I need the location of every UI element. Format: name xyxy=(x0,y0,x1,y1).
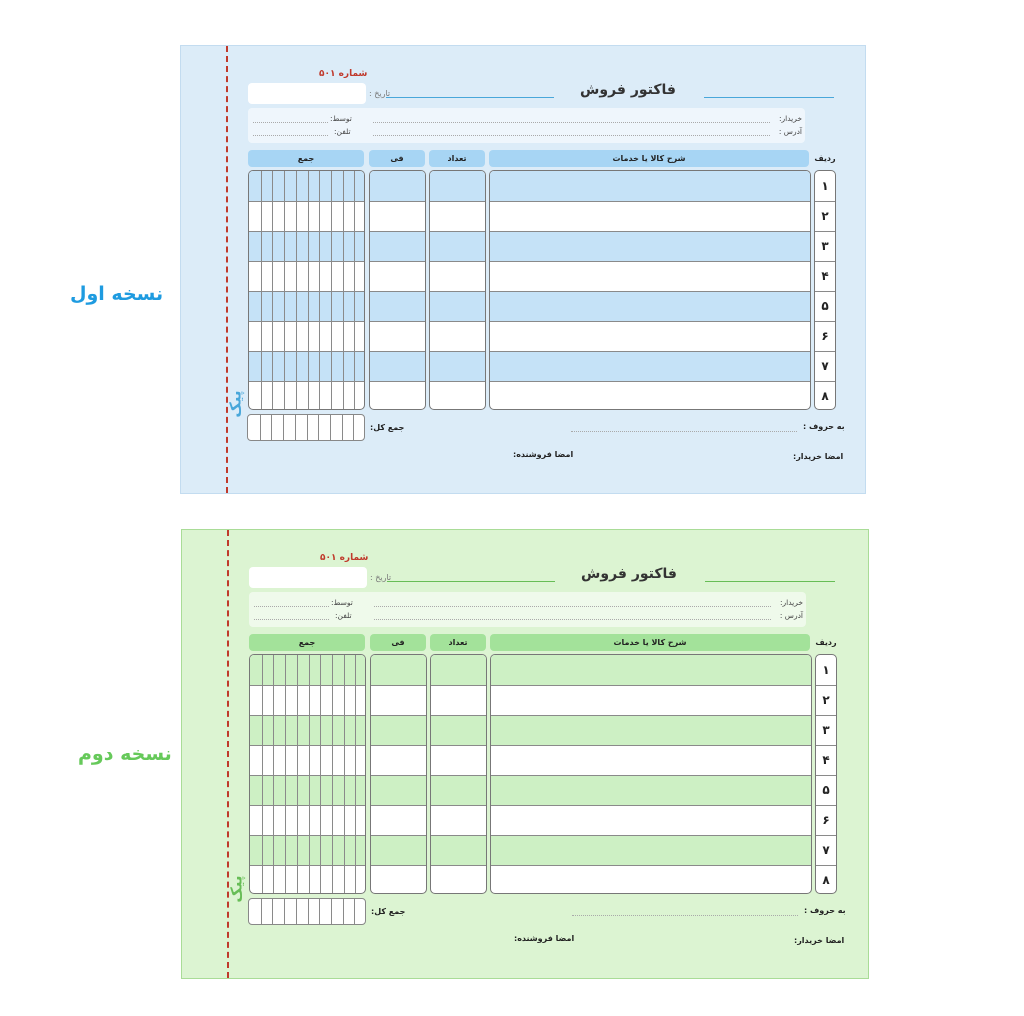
in-words-field[interactable] xyxy=(572,915,798,916)
table-cell-total[interactable] xyxy=(249,381,364,410)
grand-total-label: جمع کل: xyxy=(370,423,405,432)
table-cell-quantity[interactable] xyxy=(430,201,485,231)
table-cell-description[interactable] xyxy=(491,775,811,805)
table-cell-total[interactable] xyxy=(250,715,365,745)
table-cell-fee[interactable] xyxy=(371,775,426,805)
header-total: جمع xyxy=(248,150,364,167)
grand-total-label: جمع کل: xyxy=(371,907,406,916)
header-quantity: تعداد xyxy=(429,150,485,167)
buyer-label: خریدار: xyxy=(779,598,803,607)
digit-divider xyxy=(271,415,272,440)
row-number: ۲ xyxy=(822,693,830,707)
address-field[interactable] xyxy=(374,619,771,620)
table-cell-fee[interactable] xyxy=(371,805,426,835)
header-description: شرح کالا یا خدمات xyxy=(490,634,810,651)
digit-divider xyxy=(355,655,356,893)
invoice-number: شماره ۵۰۱ xyxy=(320,553,369,563)
digit-divider xyxy=(273,655,274,893)
copy-label-second: نسخه دوم xyxy=(78,743,172,765)
digit-divider xyxy=(353,415,354,440)
row-number: ۸ xyxy=(822,873,830,887)
phone-field[interactable] xyxy=(253,135,328,136)
table-cell-description[interactable] xyxy=(491,685,811,715)
title-rule-left xyxy=(386,97,554,98)
table-cell-fee[interactable] xyxy=(370,381,425,410)
column-total xyxy=(248,170,365,410)
digit-divider xyxy=(320,655,321,893)
digit-divider xyxy=(308,171,309,409)
table-cell-quantity[interactable] xyxy=(431,775,486,805)
column-quantity xyxy=(430,654,487,894)
row-number: ۴ xyxy=(822,753,830,767)
buyer-field[interactable] xyxy=(373,122,770,123)
title-rule-right xyxy=(704,97,834,98)
table-cell-quantity[interactable] xyxy=(430,321,485,351)
grand-total-field[interactable] xyxy=(247,414,365,441)
grand-total-field[interactable] xyxy=(248,898,366,925)
digit-divider xyxy=(331,899,332,924)
digit-divider xyxy=(296,899,297,924)
column-quantity xyxy=(429,170,486,410)
column-description xyxy=(490,654,812,894)
table-cell-quantity[interactable] xyxy=(431,805,486,835)
digit-divider xyxy=(308,899,309,924)
header-fee: فی xyxy=(369,150,425,167)
table-cell-description[interactable] xyxy=(491,715,811,745)
brand-logo: پیک xyxy=(226,390,245,418)
table-cell-fee[interactable] xyxy=(371,745,426,775)
table-cell-description[interactable] xyxy=(490,171,810,201)
seller-signature-label: امضا فروشنده: xyxy=(513,450,574,459)
table-cell-fee[interactable] xyxy=(370,351,425,381)
header-row: ردیف xyxy=(815,638,837,647)
address-field[interactable] xyxy=(373,135,770,136)
table-cell-description[interactable] xyxy=(490,201,810,231)
column-row-number xyxy=(815,654,837,894)
customer-info-box xyxy=(249,592,806,627)
table-cell-total[interactable] xyxy=(249,231,364,261)
phone-label: تلفن: xyxy=(334,127,351,136)
invoice-title: فاکتور فروش xyxy=(580,82,676,98)
table-cell-fee[interactable] xyxy=(371,835,426,865)
row-number: ۶ xyxy=(821,329,829,343)
digit-divider xyxy=(261,171,262,409)
invoice-header xyxy=(386,82,834,100)
column-total xyxy=(249,654,366,894)
table-cell-quantity[interactable] xyxy=(431,745,486,775)
digit-divider xyxy=(285,655,286,893)
brand-logo: پیک xyxy=(227,875,246,903)
row-number: ۴ xyxy=(821,269,829,283)
column-fee xyxy=(370,654,427,894)
digit-divider xyxy=(319,171,320,409)
digit-divider xyxy=(284,171,285,409)
table-cell-quantity[interactable] xyxy=(430,231,485,261)
table-cell-description[interactable] xyxy=(490,321,810,351)
digit-divider xyxy=(297,655,298,893)
table-cell-description[interactable] xyxy=(490,231,810,261)
row-number: ۷ xyxy=(822,843,830,857)
invoice-title: فاکتور فروش xyxy=(581,566,677,582)
table-cell-total[interactable] xyxy=(249,351,364,381)
table-cell-quantity[interactable] xyxy=(430,291,485,321)
table-cell-total[interactable] xyxy=(250,775,365,805)
table-cell-fee[interactable] xyxy=(370,231,425,261)
title-rule-right xyxy=(705,581,835,582)
column-row-number xyxy=(814,170,836,410)
in-words-label: به حروف : xyxy=(803,422,845,431)
header-row: ردیف xyxy=(814,154,836,163)
invoice-second-copy xyxy=(181,529,869,979)
table-cell-total[interactable] xyxy=(250,865,365,894)
invoice-header xyxy=(387,566,835,584)
table-cell-fee[interactable] xyxy=(371,715,426,745)
row-number: ۵ xyxy=(822,783,830,797)
in-words-field[interactable] xyxy=(571,431,797,432)
table-cell-quantity[interactable] xyxy=(431,715,486,745)
row-number: ۱ xyxy=(822,663,830,677)
digit-divider xyxy=(295,415,296,440)
table-cell-description[interactable] xyxy=(491,745,811,775)
tear-line xyxy=(226,46,228,493)
digit-divider xyxy=(260,415,261,440)
header-total: جمع xyxy=(249,634,365,651)
row-number: ۳ xyxy=(821,239,829,253)
header-quantity: تعداد xyxy=(430,634,486,651)
table-cell-fee[interactable] xyxy=(370,201,425,231)
table-cell-quantity[interactable] xyxy=(431,865,486,894)
tear-line xyxy=(227,530,229,978)
table-cell-fee[interactable] xyxy=(370,291,425,321)
date-field[interactable] xyxy=(248,83,366,104)
row-number: ۳ xyxy=(822,723,830,737)
column-fee xyxy=(369,170,426,410)
table-cell-fee[interactable] xyxy=(370,321,425,351)
digit-divider xyxy=(331,171,332,409)
digit-divider xyxy=(342,415,343,440)
title-rule-left xyxy=(387,581,555,582)
date-field[interactable] xyxy=(249,567,367,588)
digit-divider xyxy=(261,899,262,924)
table-cell-total[interactable] xyxy=(249,291,364,321)
table-cell-total[interactable] xyxy=(250,685,365,715)
row-number: ۶ xyxy=(822,813,830,827)
table-cell-quantity[interactable] xyxy=(430,261,485,291)
table-cell-fee[interactable] xyxy=(370,261,425,291)
digit-divider xyxy=(272,899,273,924)
address-label: آدرس : xyxy=(779,611,803,620)
seller-signature-label: امضا فروشنده: xyxy=(514,934,575,943)
table-cell-fee[interactable] xyxy=(371,865,426,894)
digit-divider xyxy=(307,415,308,440)
phone-label: تلفن: xyxy=(335,611,352,620)
table-cell-quantity[interactable] xyxy=(430,171,485,201)
table-cell-quantity[interactable] xyxy=(430,351,485,381)
table-cell-total[interactable] xyxy=(249,261,364,291)
buyer-field[interactable] xyxy=(374,606,771,607)
table-cell-total[interactable] xyxy=(250,805,365,835)
table-cell-description[interactable] xyxy=(490,381,810,410)
table-cell-description[interactable] xyxy=(491,805,811,835)
digit-divider xyxy=(330,415,331,440)
table-cell-total[interactable] xyxy=(249,171,364,201)
table-cell-fee[interactable] xyxy=(371,655,426,685)
table-cell-total[interactable] xyxy=(249,201,364,231)
digit-divider xyxy=(332,655,333,893)
customer-info-box xyxy=(248,108,805,143)
digit-divider xyxy=(296,171,297,409)
address-label: آدرس : xyxy=(778,127,802,136)
in-words-label: به حروف : xyxy=(804,906,846,915)
invoice-first-copy xyxy=(180,45,866,494)
table-cell-total[interactable] xyxy=(250,835,365,865)
table-cell-total[interactable] xyxy=(250,655,365,685)
column-description xyxy=(489,170,811,410)
invoice-number: شماره ۵۰۱ xyxy=(319,69,368,79)
table-cell-description[interactable] xyxy=(491,655,811,685)
digit-divider xyxy=(354,171,355,409)
row-number: ۵ xyxy=(821,299,829,313)
table-cell-description[interactable] xyxy=(490,261,810,291)
row-number: ۷ xyxy=(821,359,829,373)
by-field[interactable] xyxy=(254,606,329,607)
table-cell-description[interactable] xyxy=(490,351,810,381)
digit-divider xyxy=(309,655,310,893)
digit-divider xyxy=(319,899,320,924)
buyer-signature-label: امضا خریدار: xyxy=(793,452,844,461)
digit-divider xyxy=(344,655,345,893)
table-cell-description[interactable] xyxy=(491,865,811,894)
digit-divider xyxy=(272,171,273,409)
row-number: ۸ xyxy=(821,389,829,403)
table-cell-quantity[interactable] xyxy=(431,655,486,685)
digit-divider xyxy=(354,899,355,924)
buyer-label: خریدار: xyxy=(778,114,802,123)
digit-divider xyxy=(284,899,285,924)
table-cell-total[interactable] xyxy=(249,321,364,351)
header-fee: فی xyxy=(370,634,426,651)
date-label: تاریخ : xyxy=(370,573,392,582)
by-label: توسط: xyxy=(331,598,353,607)
table-cell-fee[interactable] xyxy=(371,685,426,715)
table-cell-quantity[interactable] xyxy=(430,381,485,410)
by-label: توسط: xyxy=(330,114,352,123)
table-cell-quantity[interactable] xyxy=(431,685,486,715)
row-number: ۲ xyxy=(821,209,829,223)
by-field[interactable] xyxy=(253,122,328,123)
table-cell-description[interactable] xyxy=(491,835,811,865)
digit-divider xyxy=(283,415,284,440)
digit-divider xyxy=(343,171,344,409)
buyer-signature-label: امضا خریدار: xyxy=(794,936,845,945)
date-label: تاریخ : xyxy=(369,89,391,98)
table-cell-fee[interactable] xyxy=(370,171,425,201)
table-cell-total[interactable] xyxy=(250,745,365,775)
row-number: ۱ xyxy=(821,179,829,193)
digit-divider xyxy=(318,415,319,440)
copy-label-first: نسخه اول xyxy=(70,283,164,305)
table-cell-description[interactable] xyxy=(490,291,810,321)
phone-field[interactable] xyxy=(254,619,329,620)
header-description: شرح کالا یا خدمات xyxy=(489,150,809,167)
digit-divider xyxy=(262,655,263,893)
table-cell-quantity[interactable] xyxy=(431,835,486,865)
digit-divider xyxy=(343,899,344,924)
